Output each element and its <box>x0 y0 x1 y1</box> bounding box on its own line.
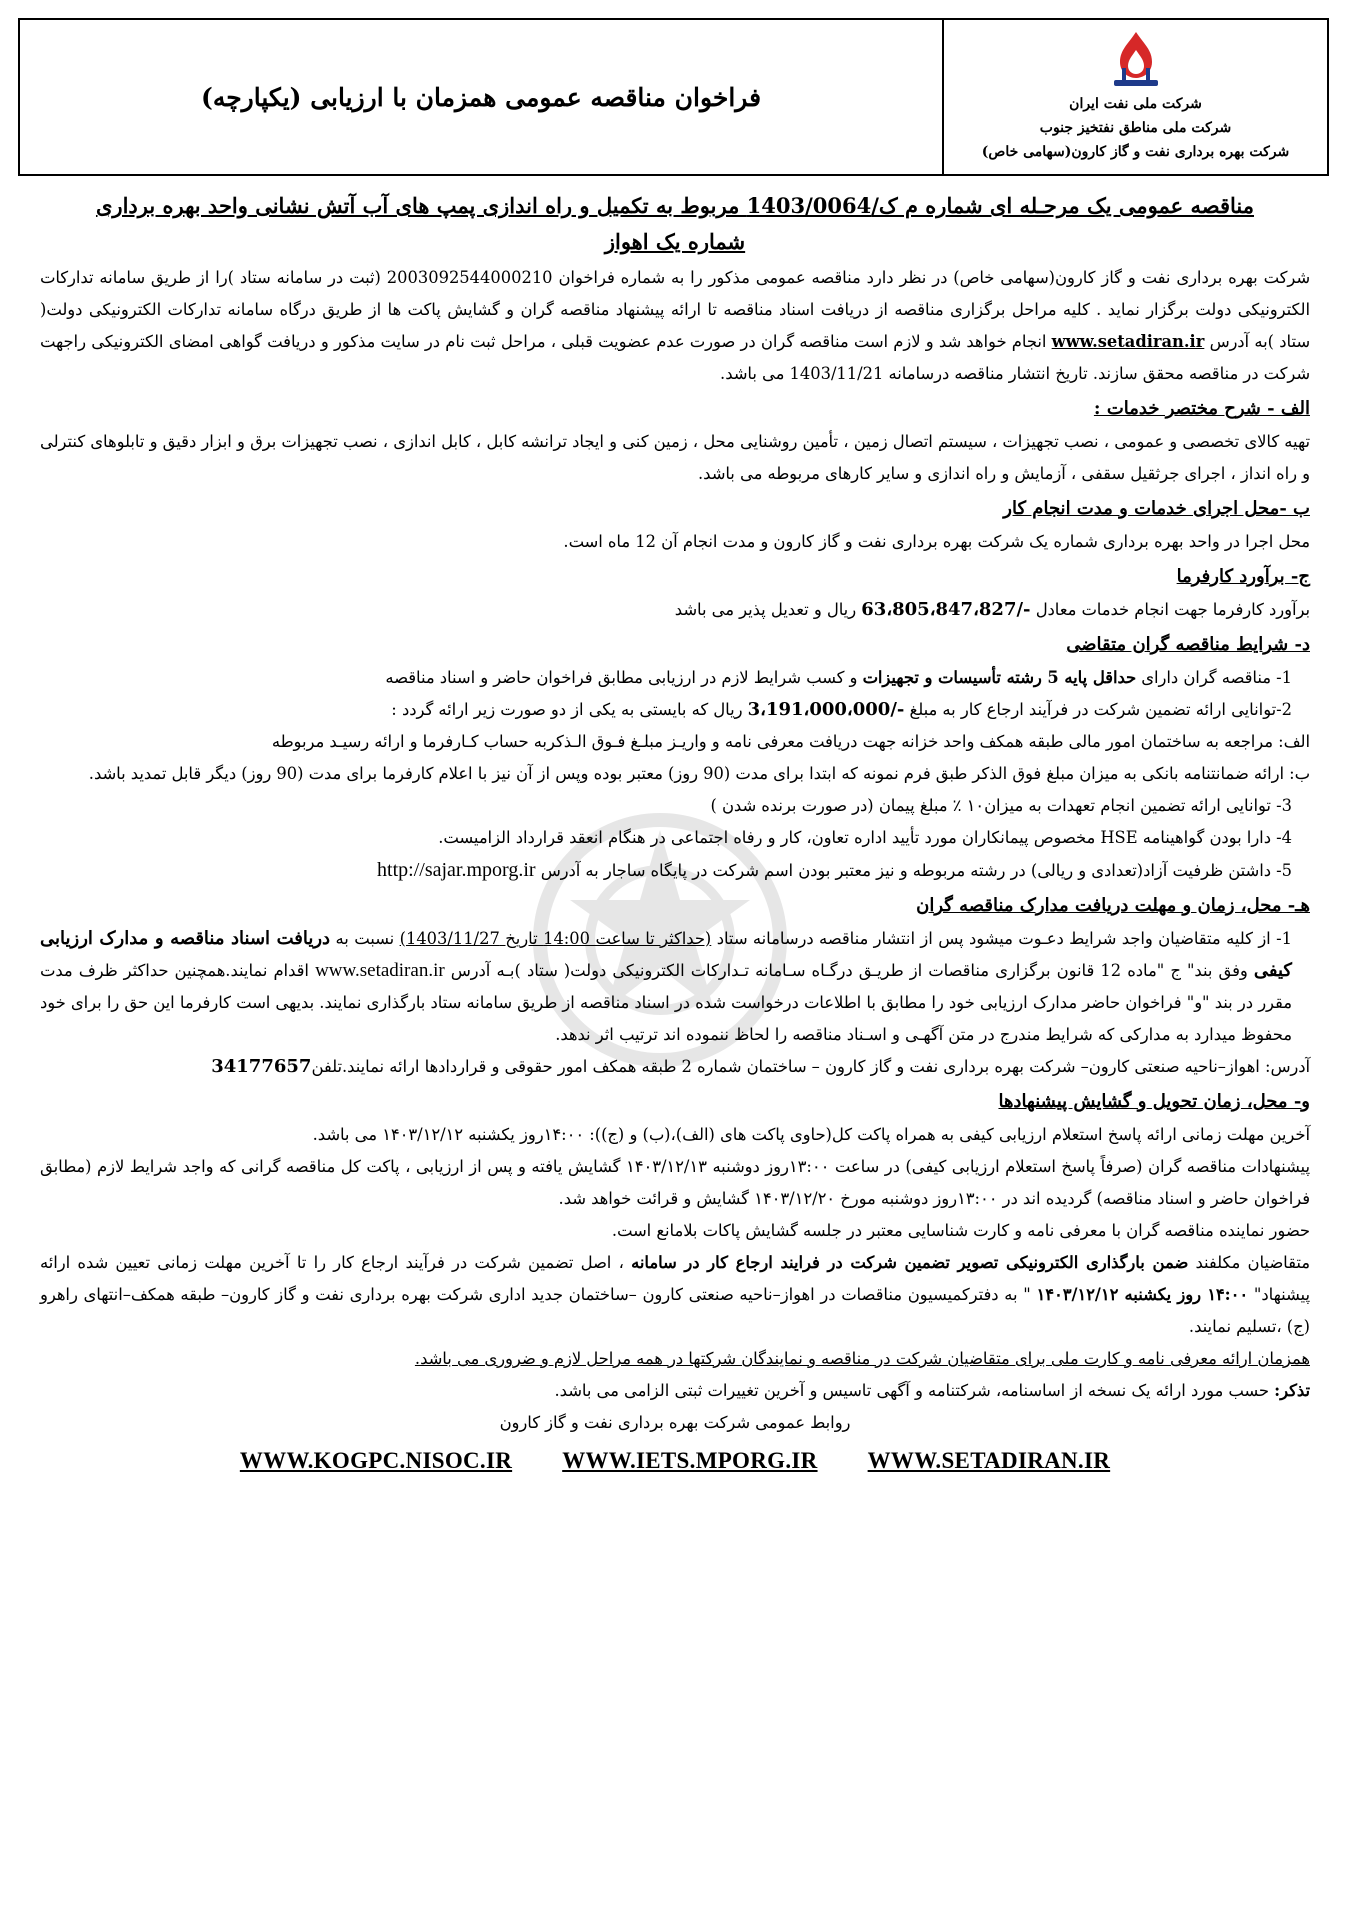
section-f-p1: آخرین مهلت زمانی ارائه پاسخ استعلام ارزیابی کیفی به همراه پاکت کل(حاوی پاکت های (الف)،(ب) و (ج)): ۱۴:۰۰روز یکشنبه ۱۴۰۳/۱۲/۱۲ می باشد. <box>312 1125 1310 1144</box>
condition-2-option-alef: الف: مراجعه به ساختمان امور مالی طبقه همکف واحد خزانه جهت دریافت معرفی نامه و واریـز مبلـغ فـوق الـذکربه حساب کـارفرما و ارائه رسیـد مربوطه <box>271 732 1310 751</box>
section-e-heading: هـ- محل، زمان و مهلت دریافت مدارک مناقصه گران <box>916 895 1310 916</box>
section-c-text <box>40 594 1310 626</box>
condition-5-text: 5- داشتن ظرفیت آزاد(تعدادی و ریالی) در رشته مربوطه و نیز معتبر بودن اسم شرکت در پایگاه ساجار به آدرس <box>535 861 1292 880</box>
phone-number: 34177657 <box>211 1056 312 1077</box>
section-b-text: محل اجرا در واحد بهره برداری شماره یک شرکت بهره برداری نفت و گاز کارون و مدت انجام آن 12 ماه است. <box>563 532 1310 551</box>
company-line-2: شرکت ملی مناطق نفتخیز جنوب <box>1039 120 1232 136</box>
e1-text-d: اقدام نمایند.همچنین حداکثر ظرف مدت مقرر در بند "و" فراخوان حاضر مدارک ارزیابی خود را مطابق با اطلاعات درخواست شده در اسناد مناقصه از طریق سامانه ستاد بارگذاری نمایند. بدیهی است کارفرما این حق را برای خود محفوظ میدارد به مدارکی که شرایط مندرج در متن آگهـی و اسـناد مناقصه را لحاظ ننموده اند ترتیب اثر ندهد. <box>40 961 1292 1044</box>
condition-2-text-b: ریال که بایستی به یکی از دو صورت زیر ارائه گردد : <box>391 700 748 719</box>
section-f-p3: حضور نماینده مناقصه گران با معرفی نامه و کارت شناسایی معتبر در جلسه گشایش پاکات بلامانع است. <box>611 1221 1310 1240</box>
address-line <box>40 1051 1310 1083</box>
setadiran-link[interactable]: www.setadiran.ir <box>1051 332 1205 351</box>
f4-bold: ضمن بارگذاری الکترونیکی تصویر تضمین شرکت در فرایند ارجاع کار در سامانه <box>631 1253 1189 1272</box>
sajar-link[interactable]: http://sajar.mporg.ir <box>377 859 536 881</box>
footer-link-setadiran[interactable]: WWW.SETADIRAN.IR <box>867 1448 1111 1473</box>
signature-line: روابط عمومی شرکت بهره برداری نفت و گاز کارون <box>499 1413 851 1432</box>
e1-text-b: نسبت به <box>330 929 400 948</box>
tender-title-line-1: مناقصه عمومی یک مرحـله ای شماره م ک/1403/0064 مربوط به تکمیل و راه اندازی پمپ های آب آتش نشانی واحد بهره برداری <box>95 193 1254 218</box>
estimate-amount: -/63،805،847،827 <box>861 599 1031 620</box>
e1-text-c: وفق بند" ج "ماده 12 قانون برگزاری مناقصات از طریـق درگـاه سـامانه تـدارکات الکترونیکی دولت( ستاد )بـه آدرس <box>444 961 1254 980</box>
tender-title-line-2: شماره یک اهواز <box>604 229 746 254</box>
company-line-1: شرکت ملی نفت ایران <box>1069 96 1202 112</box>
condition-item-1 <box>40 662 1310 694</box>
estimate-text-1: برآورد کارفرما جهت انجام خدمات معادل <box>1030 600 1310 619</box>
e1-bold: دریافت اسناد مناقصه و مدارک ارزیابی کیفی <box>40 928 1292 981</box>
condition-item-3: 3- توانایی ارائه تضمین انجام تعهدات به میزان۱۰ ٪ مبلغ پیمان (در صورت برنده شدن ) <box>710 796 1292 815</box>
section-d-heading: د- شرایط مناقصه گران متقاضی <box>1066 634 1310 655</box>
condition-1-bold: حداقل پایه 5 رشته تأسیسات و تجهیزات <box>862 668 1137 687</box>
section-c-heading: ج- برآورد کارفرما <box>1176 566 1310 587</box>
footer-link-kogpc[interactable]: WWW.KOGPC.NISOC.IR <box>239 1448 513 1473</box>
condition-item-4: 4- دارا بودن گواهینامه HSE مخصوص پیمانکاران مورد تأیید اداره تعاون، کار و رفاه اجتماعی در هنگام انعقد قرارداد الزامیست. <box>438 828 1292 847</box>
e1-deadline: (حداکثر تا ساعت 14:00 تاریخ 1403/11/27) <box>399 929 712 948</box>
intro-paragraph <box>40 262 1310 390</box>
company-logo-block <box>942 20 1327 174</box>
footer-links <box>40 1445 1310 1477</box>
title-cell <box>20 20 942 174</box>
section-e-item-1 <box>40 923 1310 1051</box>
condition-item-5 <box>40 854 1310 887</box>
condition-1-text-a: 1- مناقصه گران دارای <box>1136 668 1292 687</box>
condition-item-2 <box>40 694 1310 726</box>
document-body <box>40 186 1310 1477</box>
condition-2-option-be: ب: ارائه ضمانتنامه بانکی به میزان مبلغ فوق الذکر طبق فرم نمونه که ابتدا برای مدت (90 روز) معتبر بوده وپس از آن نیز با اعلام کارفرما برای مدت (90 روز) دیگر قابل تمدید باشد. <box>88 764 1310 783</box>
f4-text-b: ، اصل تضمین شرکت در فرآیند ارجاع کار را تا آخرین مهلت زمانی تعیین شده ارائه پیشنهاد" <box>40 1253 1311 1304</box>
intro-text-2: انجام خواهد شد و لازم است مناقصه گران در صورت عدم عضویت قبلی ، مراحل ثبت نام در سایت مذکور و دریافت گواهی امضای الکترونیکی راجهت شرکت در مناقصه محقق سازند. تاریخ انتشار مناقصه درسامانه 1403/11/21 می باشد. <box>40 332 1310 383</box>
note-paragraph <box>40 1375 1310 1407</box>
f4-deadline: ۱۴:۰۰ روز یکشنبه ۱۴۰۳/۱۲/۱۲ <box>1036 1285 1249 1304</box>
section-a-heading: الف - شرح مختصر خدمات : <box>1093 398 1310 419</box>
section-a-text: تهیه کالای تخصصی و عمومی ، نصب تجهیزات ، سیستم اتصال زمین ، تأمین روشنایی محل ، زمین کنی و ایجاد ترانشه کابل ، کابل اندازی ، نصب تجهیزات برق و ابزار دقیق و تابلوهای کنترلی و راه انداز ، اجرای جرثقیل سقفی ، آزمایش و راه اندازی و سایر کارهای مربوطه می باشد. <box>40 432 1310 483</box>
estimate-text-2: ریال و تعدیل پذیر می باشد <box>674 600 862 619</box>
section-b-heading: ب -محل اجرای خدمات و مدت انجام کار <box>1003 498 1310 519</box>
f4-text-c: " به دفترکمیسیون مناقصات در اهواز–ناحیه صنعتی کارون –ساختمان جدید اداری شرکت بهره برداری نفت و گاز کارون– طبقه همکف–انتهای راهرو (ج) ،تسلیم نمایند. <box>40 1285 1310 1336</box>
e1-text-a: 1- از کلیه متقاضیان واجد شرایط دعـوت میشود پس از انتشار مناقصه درسامانه ستاد <box>711 929 1292 948</box>
section-f-p4 <box>40 1247 1310 1343</box>
company-line-3: شرکت بهره برداری نفت و گاز کارون(سهامی خاص) <box>981 144 1290 160</box>
footer-link-iets[interactable]: WWW.IETS.MPORG.IR <box>562 1448 818 1473</box>
f4-text-a: متقاضیان مکلفند <box>1188 1253 1311 1272</box>
tender-main-title <box>40 188 1310 260</box>
note-label: تذکر: <box>1274 1381 1310 1400</box>
note-text: حسب مورد ارائه یک نسخه از اساسنامه، شرکتنامه و آگهی تاسیس و آخرین تغییرات ثبتی الزامی می باشد. <box>554 1381 1275 1400</box>
address-text: آدرس: اهواز–ناحیه صنعتی کارون– شرکت بهره برداری نفت و گاز کارون – ساختمان شماره 2 طبقه همکف امور حقوقی و قراردادها ارائه نمایند.تلفن <box>311 1057 1310 1076</box>
intro-text-1: شرکت بهره برداری نفت و گاز کارون(سهامی خاص) در نظر دارد مناقصه عمومی مذکور را به شماره فراخوان 2003092544000210 (ثبت در سامانه ستاد )را از طریق سامانه تدارکات الکترونیکی دولت برگزار نماید . کلیه مراحل برگزاری مناقصه از دریافت اسناد مناقصه تا ارائه پیشنهاد مناقصه گران و گشایش پاکت ها از طریق درگاه سامانه تدارکات الکترونیکی دولت( ستاد )به آدرس <box>40 268 1310 351</box>
section-f-p2: پیشنهادات مناقصه گران (صرفاً پاسخ استعلام ارزیابی کیفی) در ساعت ۱۳:۰۰روز دوشنبه ۱۴۰۳/۱۲/۱۳ گشایش یافته و پس از ارزیابی ، پاکت کل مناقصه گرانی که واجد شرایط لازم (مطابق فراخوان حاضر و اسناد مناقصه) گردیده اند در ۱۳:۰۰روز دوشنبه مورخ ۱۴۰۳/۱۲/۲۰ گشایش و قرائت خواهد شد. <box>40 1157 1311 1208</box>
nioc-logo-icon <box>1104 28 1168 92</box>
header-box <box>18 18 1329 176</box>
section-f-heading: و- محل، زمان تحویل و گشایش پیشنهادها <box>998 1091 1310 1112</box>
setadiran-link-2[interactable]: www.setadiran.ir <box>315 960 445 981</box>
condition-2-text-a: 2-توانایی ارائه تضمین شرکت در فرآیند ارجاع کار به مبلغ <box>904 700 1292 719</box>
condition-1-text-b: و کسب شرایط لازم در ارزیابی مطابق فراخوان حاضر و اسناد مناقصه <box>385 668 863 687</box>
guarantee-amount: -/3،191،000،000 <box>747 699 905 720</box>
document-title: فراخوان مناقصه عمومی همزمان با ارزیابی (یکپارچه) <box>200 82 762 112</box>
section-f-p5: همزمان ارائه معرفی نامه و کارت ملی برای متقاضیان شرکت در مناقصه و نمایندگان شرکتها در همه مراحل لازم و ضروری می باشد. <box>414 1349 1310 1368</box>
